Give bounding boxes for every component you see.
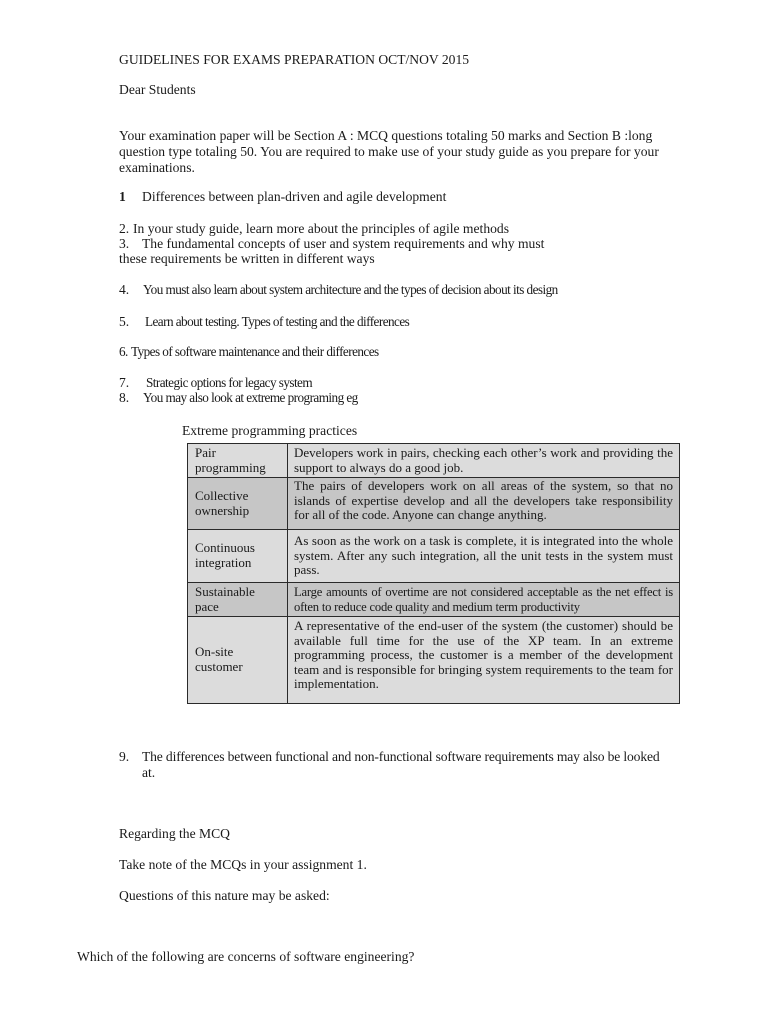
- list-text: You may also look at extreme programing eg: [143, 390, 358, 405]
- practice-description: The pairs of developers work on all areas of the system, so that no islands of expertise develop and all the developers take responsibility for all of the code. Anyone can change anything.: [288, 478, 680, 530]
- list-text: You must also learn about system architecture and the types of decision about its design: [143, 282, 558, 297]
- salutation: Dear Students: [119, 82, 196, 97]
- table-row: [188, 530, 680, 583]
- list-number: 4.: [119, 282, 130, 297]
- practice-description: Large amounts of overtime are not considered acceptable as the net effect is often to reduce code quality and medium term productivity: [288, 583, 680, 617]
- practice-name: On-site customer: [188, 617, 288, 704]
- xp-table-caption: Extreme programming practices: [182, 423, 358, 438]
- practice-description: A representative of the end-user of the system (the customer) should be available full time for the use of the XP team. In an extreme programming process, the customer is a member of the development team and is responsible for bringing system requirements to the team for implementation.: [288, 617, 680, 704]
- list-text: Learn about testing. Types of testing and the differences: [145, 314, 410, 329]
- list-text: The fundamental concepts of user and system requirements and why must: [142, 236, 545, 251]
- list-text: Differences between plan-driven and agile development: [142, 189, 447, 204]
- practice-description: Developers work in pairs, checking each other’s work and providing the support to always do a good job.: [288, 444, 680, 478]
- table-row: [188, 583, 680, 617]
- mcq-intro: Questions of this nature may be asked:: [119, 888, 330, 903]
- document-title: GUIDELINES FOR EXAMS PREPARATION OCT/NOV 2015: [119, 52, 470, 67]
- mcq-heading: Regarding the MCQ: [119, 826, 231, 841]
- list-text: Strategic options for legacy system: [146, 375, 313, 390]
- list-number: 8.: [119, 390, 130, 405]
- practice-name: Sustainable pace: [188, 583, 288, 617]
- practice-name: Pair programming: [188, 444, 288, 478]
- list-text-continued: these requirements be written in different ways: [119, 251, 375, 266]
- mcq-note: Take note of the MCQs in your assignment 1.: [119, 857, 367, 872]
- list-number: 6.: [119, 344, 128, 359]
- intro-line: Your examination paper will be Section A : MCQ questions totaling 50 marks and Section B :long: [119, 128, 653, 143]
- list-number: 1: [119, 189, 126, 204]
- list-text-continued: at.: [142, 765, 156, 780]
- list-text: In your study guide, learn more about the principles of agile methods: [133, 221, 509, 236]
- list-text: Types of software maintenance and their differences: [131, 344, 379, 359]
- list-number: 5.: [119, 314, 130, 329]
- table-row: [188, 617, 680, 704]
- practice-description: As soon as the work on a task is complete, it is integrated into the whole system. After any such integration, all the unit tests in the system must pass.: [288, 530, 680, 583]
- intro-line: examinations.: [119, 160, 195, 175]
- xp-practices-table: [187, 443, 680, 704]
- list-number: 2.: [119, 221, 130, 236]
- list-number: 9.: [119, 749, 130, 764]
- list-text: The differences between functional and non-functional software requirements may also be looked: [142, 749, 660, 764]
- list-number: 7.: [119, 375, 130, 390]
- list-number: 3.: [119, 236, 130, 251]
- table-row: [188, 478, 680, 530]
- table-row: [188, 444, 680, 478]
- sample-question: Which of the following are concerns of software engineering?: [77, 949, 415, 964]
- intro-line: question type totaling 50. You are required to make use of your study guide as you prepare for your: [119, 144, 659, 159]
- practice-name: Collective ownership: [188, 478, 288, 530]
- practice-name: Continuous integration: [188, 530, 288, 583]
